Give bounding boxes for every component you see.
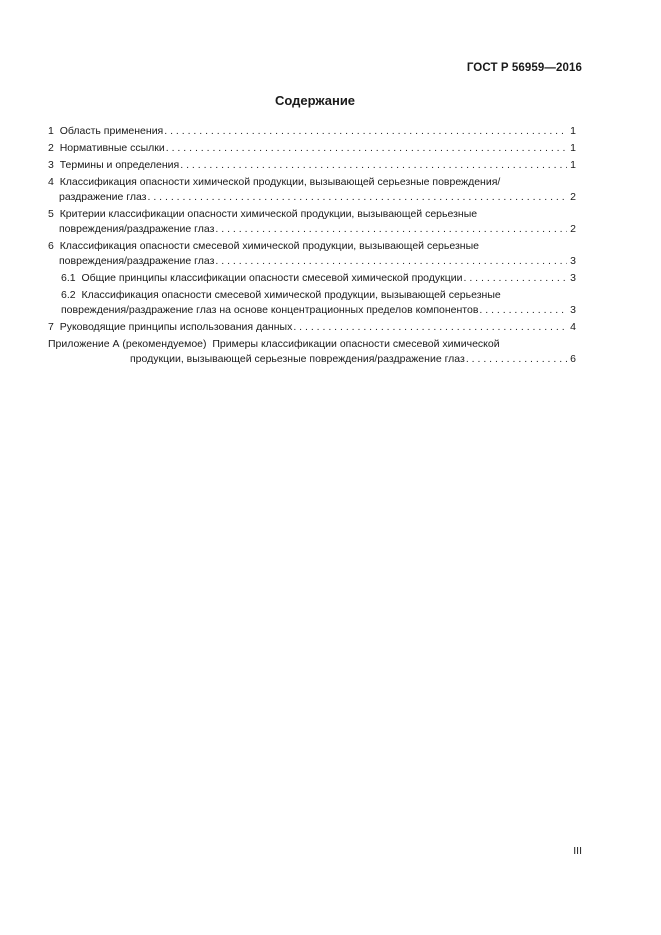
toc-entry-page: 3 xyxy=(570,272,576,284)
toc-entry-6-2[interactable] xyxy=(48,288,576,318)
page-folio: III xyxy=(573,845,582,857)
toc-entry-page: 1 xyxy=(570,125,576,137)
dot-leader xyxy=(293,320,567,335)
toc-entry-number: 1 xyxy=(48,125,54,137)
toc-entry-title: Термины и определения xyxy=(59,159,180,171)
toc-entry-page: 2 xyxy=(570,223,576,235)
toc-entry-number: 4 xyxy=(48,176,54,188)
toc-entry-number: 7 xyxy=(48,321,54,333)
toc-entry-page: 6 xyxy=(570,353,576,365)
toc-entry-title: Руководящие принципы использования данных xyxy=(59,321,293,333)
toc-entry-page: 1 xyxy=(570,159,576,171)
toc-entry-6-1[interactable] xyxy=(48,271,576,286)
toc-entry-page: 3 xyxy=(570,255,576,267)
toc-entry-title: Нормативные ссылки xyxy=(59,142,165,154)
toc-entry-title-cont: повреждения/раздражение глаз xyxy=(59,223,215,235)
toc-entry-number: 6 xyxy=(48,240,54,252)
toc-entry-page: 1 xyxy=(570,142,576,154)
toc-entry-appendix-a[interactable] xyxy=(48,337,576,367)
toc-entry-page: 2 xyxy=(570,191,576,203)
toc-entry-number: 6.2 xyxy=(61,289,76,301)
dot-leader xyxy=(164,124,567,139)
toc-entry-number: 2 xyxy=(48,142,54,154)
dot-leader xyxy=(148,190,568,205)
dot-leader xyxy=(466,352,567,367)
toc-entry-3[interactable] xyxy=(48,158,576,173)
dot-leader xyxy=(180,158,567,173)
toc-entry-title: Общие принципы классификации опасности смесевой химической продукции xyxy=(81,272,463,284)
toc-entry-title: Область применения xyxy=(59,125,164,137)
table-of-contents xyxy=(48,124,576,369)
toc-entry-page: 4 xyxy=(570,321,576,333)
toc-entry-6[interactable] xyxy=(48,239,576,269)
toc-entry-1[interactable] xyxy=(48,124,576,139)
toc-entry-title-cont: раздражение глаз xyxy=(59,191,147,203)
toc-entry-title: Классификация опасности химической продукции, вызывающей серьезные повреждения/ xyxy=(59,176,501,188)
toc-entry-title: Классификация опасности смесевой химической продукции, вызывающей серьезные xyxy=(59,240,479,252)
toc-entry-7[interactable] xyxy=(48,320,576,335)
toc-entry-number: 6.1 xyxy=(61,272,76,284)
dot-leader xyxy=(166,141,567,156)
toc-entry-title-cont: повреждения/раздражение глаз xyxy=(59,255,215,267)
toc-entry-2[interactable] xyxy=(48,141,576,156)
toc-entry-5[interactable] xyxy=(48,207,576,237)
toc-entry-page: 3 xyxy=(570,304,576,316)
dot-leader xyxy=(215,254,567,269)
toc-entry-title: Классификация опасности смесевой химической продукции, вызывающей серьезные xyxy=(81,289,501,301)
toc-entry-title-cont: повреждения/раздражение глаз на основе концентрационных пределов компонентов xyxy=(61,304,479,316)
toc-entry-title-cont: продукции, вызывающей серьезные повреждения/раздражение глаз xyxy=(130,353,465,365)
toc-entry-title: Примеры классификации опасности смесевой химической xyxy=(212,338,500,350)
toc-title: Содержание xyxy=(274,93,356,108)
toc-entry-number: 5 xyxy=(48,208,54,220)
toc-entry-4[interactable] xyxy=(48,175,576,205)
toc-entry-number: 3 xyxy=(48,159,54,171)
toc-entry-number: Приложение А (рекомендуемое) xyxy=(48,338,207,350)
dot-leader xyxy=(464,271,567,286)
dot-leader xyxy=(215,222,567,237)
dot-leader xyxy=(479,303,567,318)
toc-entry-title: Критерии классификации опасности химической продукции, вызывающей серьезные xyxy=(59,208,478,220)
standard-code: ГОСТ Р 56959—2016 xyxy=(466,62,582,74)
